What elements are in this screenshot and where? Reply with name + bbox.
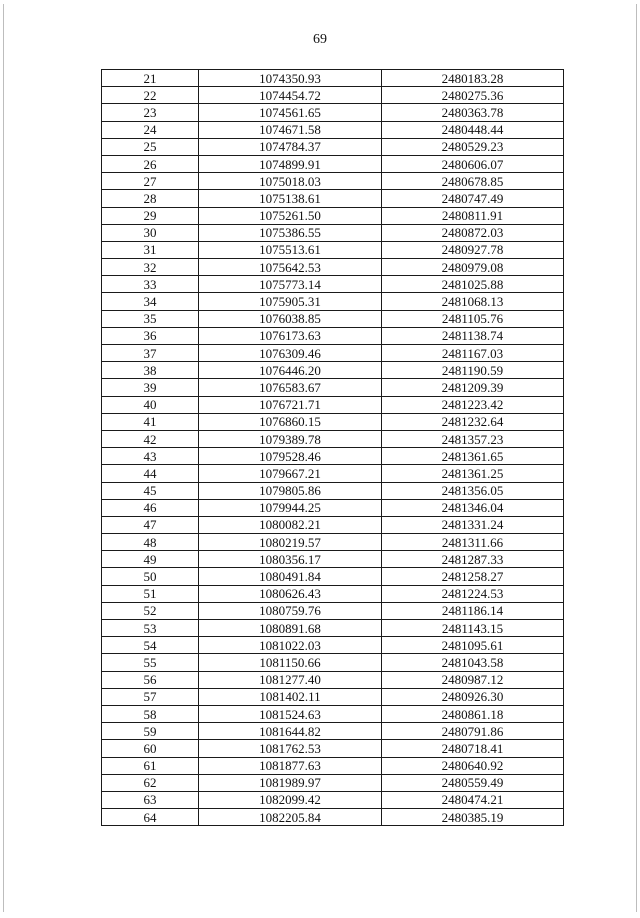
x-coordinate-cell: 1074784.37 xyxy=(199,138,382,155)
point-number-cell: 29 xyxy=(102,207,199,224)
x-coordinate-cell: 1081277.40 xyxy=(199,671,382,688)
table-row xyxy=(102,70,564,87)
x-coordinate-cell: 1082205.84 xyxy=(199,809,382,826)
y-coordinate-cell: 2480529.23 xyxy=(382,138,564,155)
table-row xyxy=(102,138,564,155)
point-number-cell: 24 xyxy=(102,121,199,138)
table-row xyxy=(102,259,564,276)
x-coordinate-cell: 1075513.61 xyxy=(199,241,382,258)
table-row xyxy=(102,723,564,740)
table-row xyxy=(102,551,564,568)
x-coordinate-cell: 1074454.72 xyxy=(199,87,382,104)
y-coordinate-cell: 2480987.12 xyxy=(382,671,564,688)
x-coordinate-cell: 1079667.21 xyxy=(199,465,382,482)
x-coordinate-cell: 1079528.46 xyxy=(199,448,382,465)
x-coordinate-cell: 1081762.53 xyxy=(199,740,382,757)
y-coordinate-cell: 2480791.86 xyxy=(382,723,564,740)
x-coordinate-cell: 1076860.15 xyxy=(199,413,382,430)
x-coordinate-cell: 1080356.17 xyxy=(199,551,382,568)
x-coordinate-cell: 1079944.25 xyxy=(199,499,382,516)
y-coordinate-cell: 2481361.65 xyxy=(382,448,564,465)
y-coordinate-cell: 2480183.28 xyxy=(382,70,564,87)
point-number-cell: 21 xyxy=(102,70,199,87)
table-row xyxy=(102,774,564,791)
x-coordinate-cell: 1074671.58 xyxy=(199,121,382,138)
x-coordinate-cell: 1079805.86 xyxy=(199,482,382,499)
x-coordinate-cell: 1080491.84 xyxy=(199,568,382,585)
table-row xyxy=(102,310,564,327)
y-coordinate-cell: 2480363.78 xyxy=(382,104,564,121)
table-row xyxy=(102,516,564,533)
table-row xyxy=(102,87,564,104)
table-row xyxy=(102,362,564,379)
x-coordinate-cell: 1076446.20 xyxy=(199,362,382,379)
table-row xyxy=(102,207,564,224)
y-coordinate-cell: 2481138.74 xyxy=(382,327,564,344)
table-row xyxy=(102,190,564,207)
point-number-cell: 34 xyxy=(102,293,199,310)
point-number-cell: 59 xyxy=(102,723,199,740)
x-coordinate-cell: 1080759.76 xyxy=(199,602,382,619)
y-coordinate-cell: 2480559.49 xyxy=(382,774,564,791)
y-coordinate-cell: 2480927.78 xyxy=(382,241,564,258)
table-row xyxy=(102,809,564,826)
point-number-cell: 63 xyxy=(102,791,199,808)
x-coordinate-cell: 1075018.03 xyxy=(199,173,382,190)
page-number: 69 xyxy=(313,32,327,47)
point-number-cell: 50 xyxy=(102,568,199,585)
point-number-cell: 25 xyxy=(102,138,199,155)
x-coordinate-cell: 1080891.68 xyxy=(199,620,382,637)
point-number-cell: 49 xyxy=(102,551,199,568)
point-number-cell: 44 xyxy=(102,465,199,482)
y-coordinate-cell: 2481043.58 xyxy=(382,654,564,671)
x-coordinate-cell: 1081022.03 xyxy=(199,637,382,654)
y-coordinate-cell: 2481143.15 xyxy=(382,620,564,637)
table-row xyxy=(102,173,564,190)
y-coordinate-cell: 2481287.33 xyxy=(382,551,564,568)
x-coordinate-cell: 1081989.97 xyxy=(199,774,382,791)
y-coordinate-cell: 2481190.59 xyxy=(382,362,564,379)
x-coordinate-cell: 1080219.57 xyxy=(199,534,382,551)
table-row xyxy=(102,104,564,121)
y-coordinate-cell: 2481356.05 xyxy=(382,482,564,499)
coordinates-table xyxy=(101,69,564,826)
table-row xyxy=(102,585,564,602)
y-coordinate-cell: 2480275.36 xyxy=(382,87,564,104)
y-coordinate-cell: 2481311.66 xyxy=(382,534,564,551)
x-coordinate-cell: 1081524.63 xyxy=(199,705,382,722)
table-row xyxy=(102,620,564,637)
y-coordinate-cell: 2481167.03 xyxy=(382,345,564,362)
y-coordinate-cell: 2480474.21 xyxy=(382,791,564,808)
y-coordinate-cell: 2481258.27 xyxy=(382,568,564,585)
point-number-cell: 35 xyxy=(102,310,199,327)
table-row xyxy=(102,241,564,258)
point-number-cell: 27 xyxy=(102,173,199,190)
y-coordinate-cell: 2481068.13 xyxy=(382,293,564,310)
table-row xyxy=(102,276,564,293)
x-coordinate-cell: 1076583.67 xyxy=(199,379,382,396)
y-coordinate-cell: 2481223.42 xyxy=(382,396,564,413)
table-row xyxy=(102,654,564,671)
x-coordinate-cell: 1081150.66 xyxy=(199,654,382,671)
table-row xyxy=(102,396,564,413)
point-number-cell: 54 xyxy=(102,637,199,654)
table-row xyxy=(102,327,564,344)
point-number-cell: 57 xyxy=(102,688,199,705)
y-coordinate-cell: 2481224.53 xyxy=(382,585,564,602)
y-coordinate-cell: 2481357.23 xyxy=(382,430,564,447)
table-row xyxy=(102,293,564,310)
point-number-cell: 64 xyxy=(102,809,199,826)
point-number-cell: 56 xyxy=(102,671,199,688)
coordinates-table-body xyxy=(102,70,564,826)
y-coordinate-cell: 2481025.88 xyxy=(382,276,564,293)
point-number-cell: 36 xyxy=(102,327,199,344)
point-number-cell: 45 xyxy=(102,482,199,499)
x-coordinate-cell: 1074350.93 xyxy=(199,70,382,87)
table-row xyxy=(102,224,564,241)
point-number-cell: 22 xyxy=(102,87,199,104)
point-number-cell: 41 xyxy=(102,413,199,430)
x-coordinate-cell: 1080082.21 xyxy=(199,516,382,533)
x-coordinate-cell: 1075642.53 xyxy=(199,259,382,276)
y-coordinate-cell: 2480872.03 xyxy=(382,224,564,241)
x-coordinate-cell: 1074561.65 xyxy=(199,104,382,121)
table-row xyxy=(102,413,564,430)
point-number-cell: 53 xyxy=(102,620,199,637)
point-number-cell: 47 xyxy=(102,516,199,533)
x-coordinate-cell: 1081877.63 xyxy=(199,757,382,774)
table-row xyxy=(102,430,564,447)
y-coordinate-cell: 2480678.85 xyxy=(382,173,564,190)
y-coordinate-cell: 2480926.30 xyxy=(382,688,564,705)
point-number-cell: 48 xyxy=(102,534,199,551)
table-row xyxy=(102,448,564,465)
point-number-cell: 52 xyxy=(102,602,199,619)
x-coordinate-cell: 1075386.55 xyxy=(199,224,382,241)
point-number-cell: 61 xyxy=(102,757,199,774)
point-number-cell: 28 xyxy=(102,190,199,207)
x-coordinate-cell: 1076721.71 xyxy=(199,396,382,413)
y-coordinate-cell: 2480606.07 xyxy=(382,155,564,172)
x-coordinate-cell: 1075905.31 xyxy=(199,293,382,310)
table-row xyxy=(102,121,564,138)
table-row xyxy=(102,740,564,757)
x-coordinate-cell: 1075261.50 xyxy=(199,207,382,224)
point-number-cell: 37 xyxy=(102,345,199,362)
x-coordinate-cell: 1075773.14 xyxy=(199,276,382,293)
point-number-cell: 51 xyxy=(102,585,199,602)
table-row xyxy=(102,465,564,482)
point-number-cell: 32 xyxy=(102,259,199,276)
point-number-cell: 43 xyxy=(102,448,199,465)
y-coordinate-cell: 2481186.14 xyxy=(382,602,564,619)
y-coordinate-cell: 2480861.18 xyxy=(382,705,564,722)
table-row xyxy=(102,602,564,619)
y-coordinate-cell: 2480979.08 xyxy=(382,259,564,276)
y-coordinate-cell: 2481105.76 xyxy=(382,310,564,327)
y-coordinate-cell: 2481209.39 xyxy=(382,379,564,396)
x-coordinate-cell: 1081644.82 xyxy=(199,723,382,740)
point-number-cell: 42 xyxy=(102,430,199,447)
table-row xyxy=(102,791,564,808)
table-row xyxy=(102,637,564,654)
y-coordinate-cell: 2480747.49 xyxy=(382,190,564,207)
table-row xyxy=(102,671,564,688)
x-coordinate-cell: 1079389.78 xyxy=(199,430,382,447)
x-coordinate-cell: 1075138.61 xyxy=(199,190,382,207)
y-coordinate-cell: 2480718.41 xyxy=(382,740,564,757)
y-coordinate-cell: 2480448.44 xyxy=(382,121,564,138)
table-row xyxy=(102,345,564,362)
table-row xyxy=(102,482,564,499)
y-coordinate-cell: 2481346.04 xyxy=(382,499,564,516)
table-row xyxy=(102,534,564,551)
x-coordinate-cell: 1076173.63 xyxy=(199,327,382,344)
table-row xyxy=(102,499,564,516)
point-number-cell: 38 xyxy=(102,362,199,379)
table-row xyxy=(102,568,564,585)
x-coordinate-cell: 1082099.42 xyxy=(199,791,382,808)
point-number-cell: 40 xyxy=(102,396,199,413)
y-coordinate-cell: 2481232.64 xyxy=(382,413,564,430)
point-number-cell: 46 xyxy=(102,499,199,516)
point-number-cell: 26 xyxy=(102,155,199,172)
y-coordinate-cell: 2481361.25 xyxy=(382,465,564,482)
x-coordinate-cell: 1080626.43 xyxy=(199,585,382,602)
point-number-cell: 55 xyxy=(102,654,199,671)
x-coordinate-cell: 1076038.85 xyxy=(199,310,382,327)
y-coordinate-cell: 2481095.61 xyxy=(382,637,564,654)
x-coordinate-cell: 1074899.91 xyxy=(199,155,382,172)
point-number-cell: 58 xyxy=(102,705,199,722)
y-coordinate-cell: 2480640.92 xyxy=(382,757,564,774)
point-number-cell: 62 xyxy=(102,774,199,791)
point-number-cell: 39 xyxy=(102,379,199,396)
table-row xyxy=(102,379,564,396)
point-number-cell: 60 xyxy=(102,740,199,757)
point-number-cell: 30 xyxy=(102,224,199,241)
point-number-cell: 31 xyxy=(102,241,199,258)
y-coordinate-cell: 2480811.91 xyxy=(382,207,564,224)
table-row xyxy=(102,757,564,774)
x-coordinate-cell: 1081402.11 xyxy=(199,688,382,705)
y-coordinate-cell: 2481331.24 xyxy=(382,516,564,533)
x-coordinate-cell: 1076309.46 xyxy=(199,345,382,362)
table-row xyxy=(102,155,564,172)
y-coordinate-cell: 2480385.19 xyxy=(382,809,564,826)
point-number-cell: 23 xyxy=(102,104,199,121)
point-number-cell: 33 xyxy=(102,276,199,293)
table-row xyxy=(102,688,564,705)
table-row xyxy=(102,705,564,722)
